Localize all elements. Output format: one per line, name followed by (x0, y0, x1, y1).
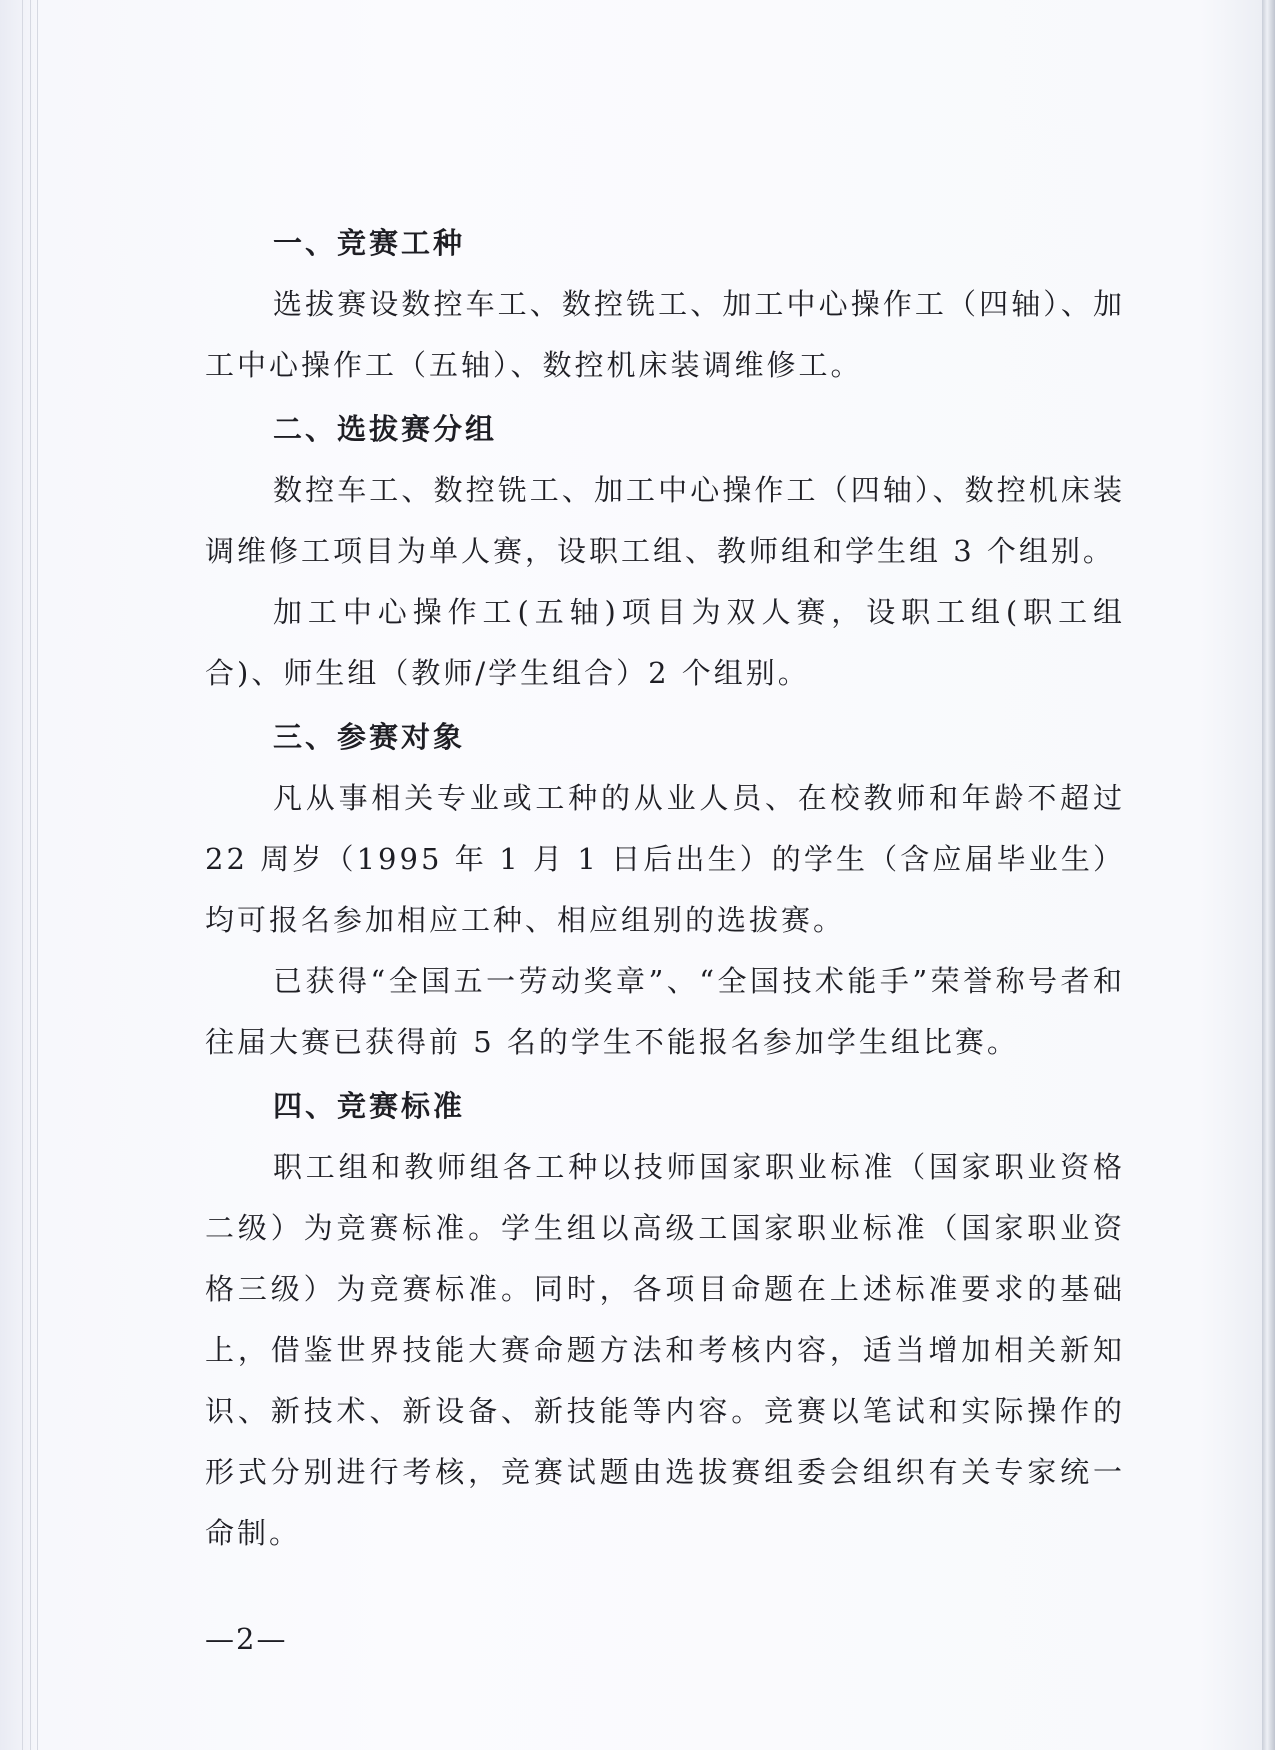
section-paragraph: 加工中心操作工(五轴)项目为双人赛，设职工组(职工组合)、师生组（教师/学生组合）2 个组别。 (205, 595, 1125, 690)
section-paragraph: 凡从事相关专业或工种的从业人员、在校教师和年龄不超过 22 周岁（1995 年 1 月 1 日后出生）的学生（含应届毕业生）均可报名参加相应工种、相应组别的选拔赛。 (205, 781, 1125, 937)
section-paragraph: 选拔赛设数控车工、数控铣工、加工中心操作工（四轴）、加工中心操作工（五轴）、数控机床装调维修工。 (205, 287, 1125, 382)
section-heading: 一、竞赛工种 (273, 226, 466, 260)
section-heading: 二、选拔赛分组 (273, 412, 498, 446)
page-stack-edge (22, 0, 23, 1750)
section-heading: 三、参赛对象 (273, 720, 466, 754)
section-paragraph: 数控车工、数控铣工、加工中心操作工（四轴）、数控机床装调维修工项目为单人赛，设职工组、教师组和学生组 3 个组别。 (205, 473, 1125, 568)
page-right-edge (1262, 0, 1275, 1750)
section-paragraph: 职工组和教师组各工种以技师国家职业标准（国家职业资格二级）为竞赛标准。学生组以高级工国家职业标准（国家职业资格三级）为竞赛标准。同时，各项目命题在上述标准要求的基础上，借鉴世界技能大赛命题方法和考核内容，适当增加相关新知识、新技术、新设备、新技能等内容。竞赛以笔试和实际操作的形式分别进行考核，竞赛试题由选拔赛组委会组织有关专家统一命制。 (205, 1150, 1125, 1550)
page-stack-edge (37, 0, 38, 1750)
section-paragraph: 已获得“全国五一劳动奖章”、“全国技术能手”荣誉称号者和往届大赛已获得前 5 名的学生不能报名参加学生组比赛。 (205, 964, 1125, 1059)
document-body (205, 215, 1125, 1564)
page-stack-edge (30, 0, 31, 1750)
page-number: —2— (205, 1622, 288, 1656)
section-heading: 四、竞赛标准 (273, 1089, 466, 1123)
